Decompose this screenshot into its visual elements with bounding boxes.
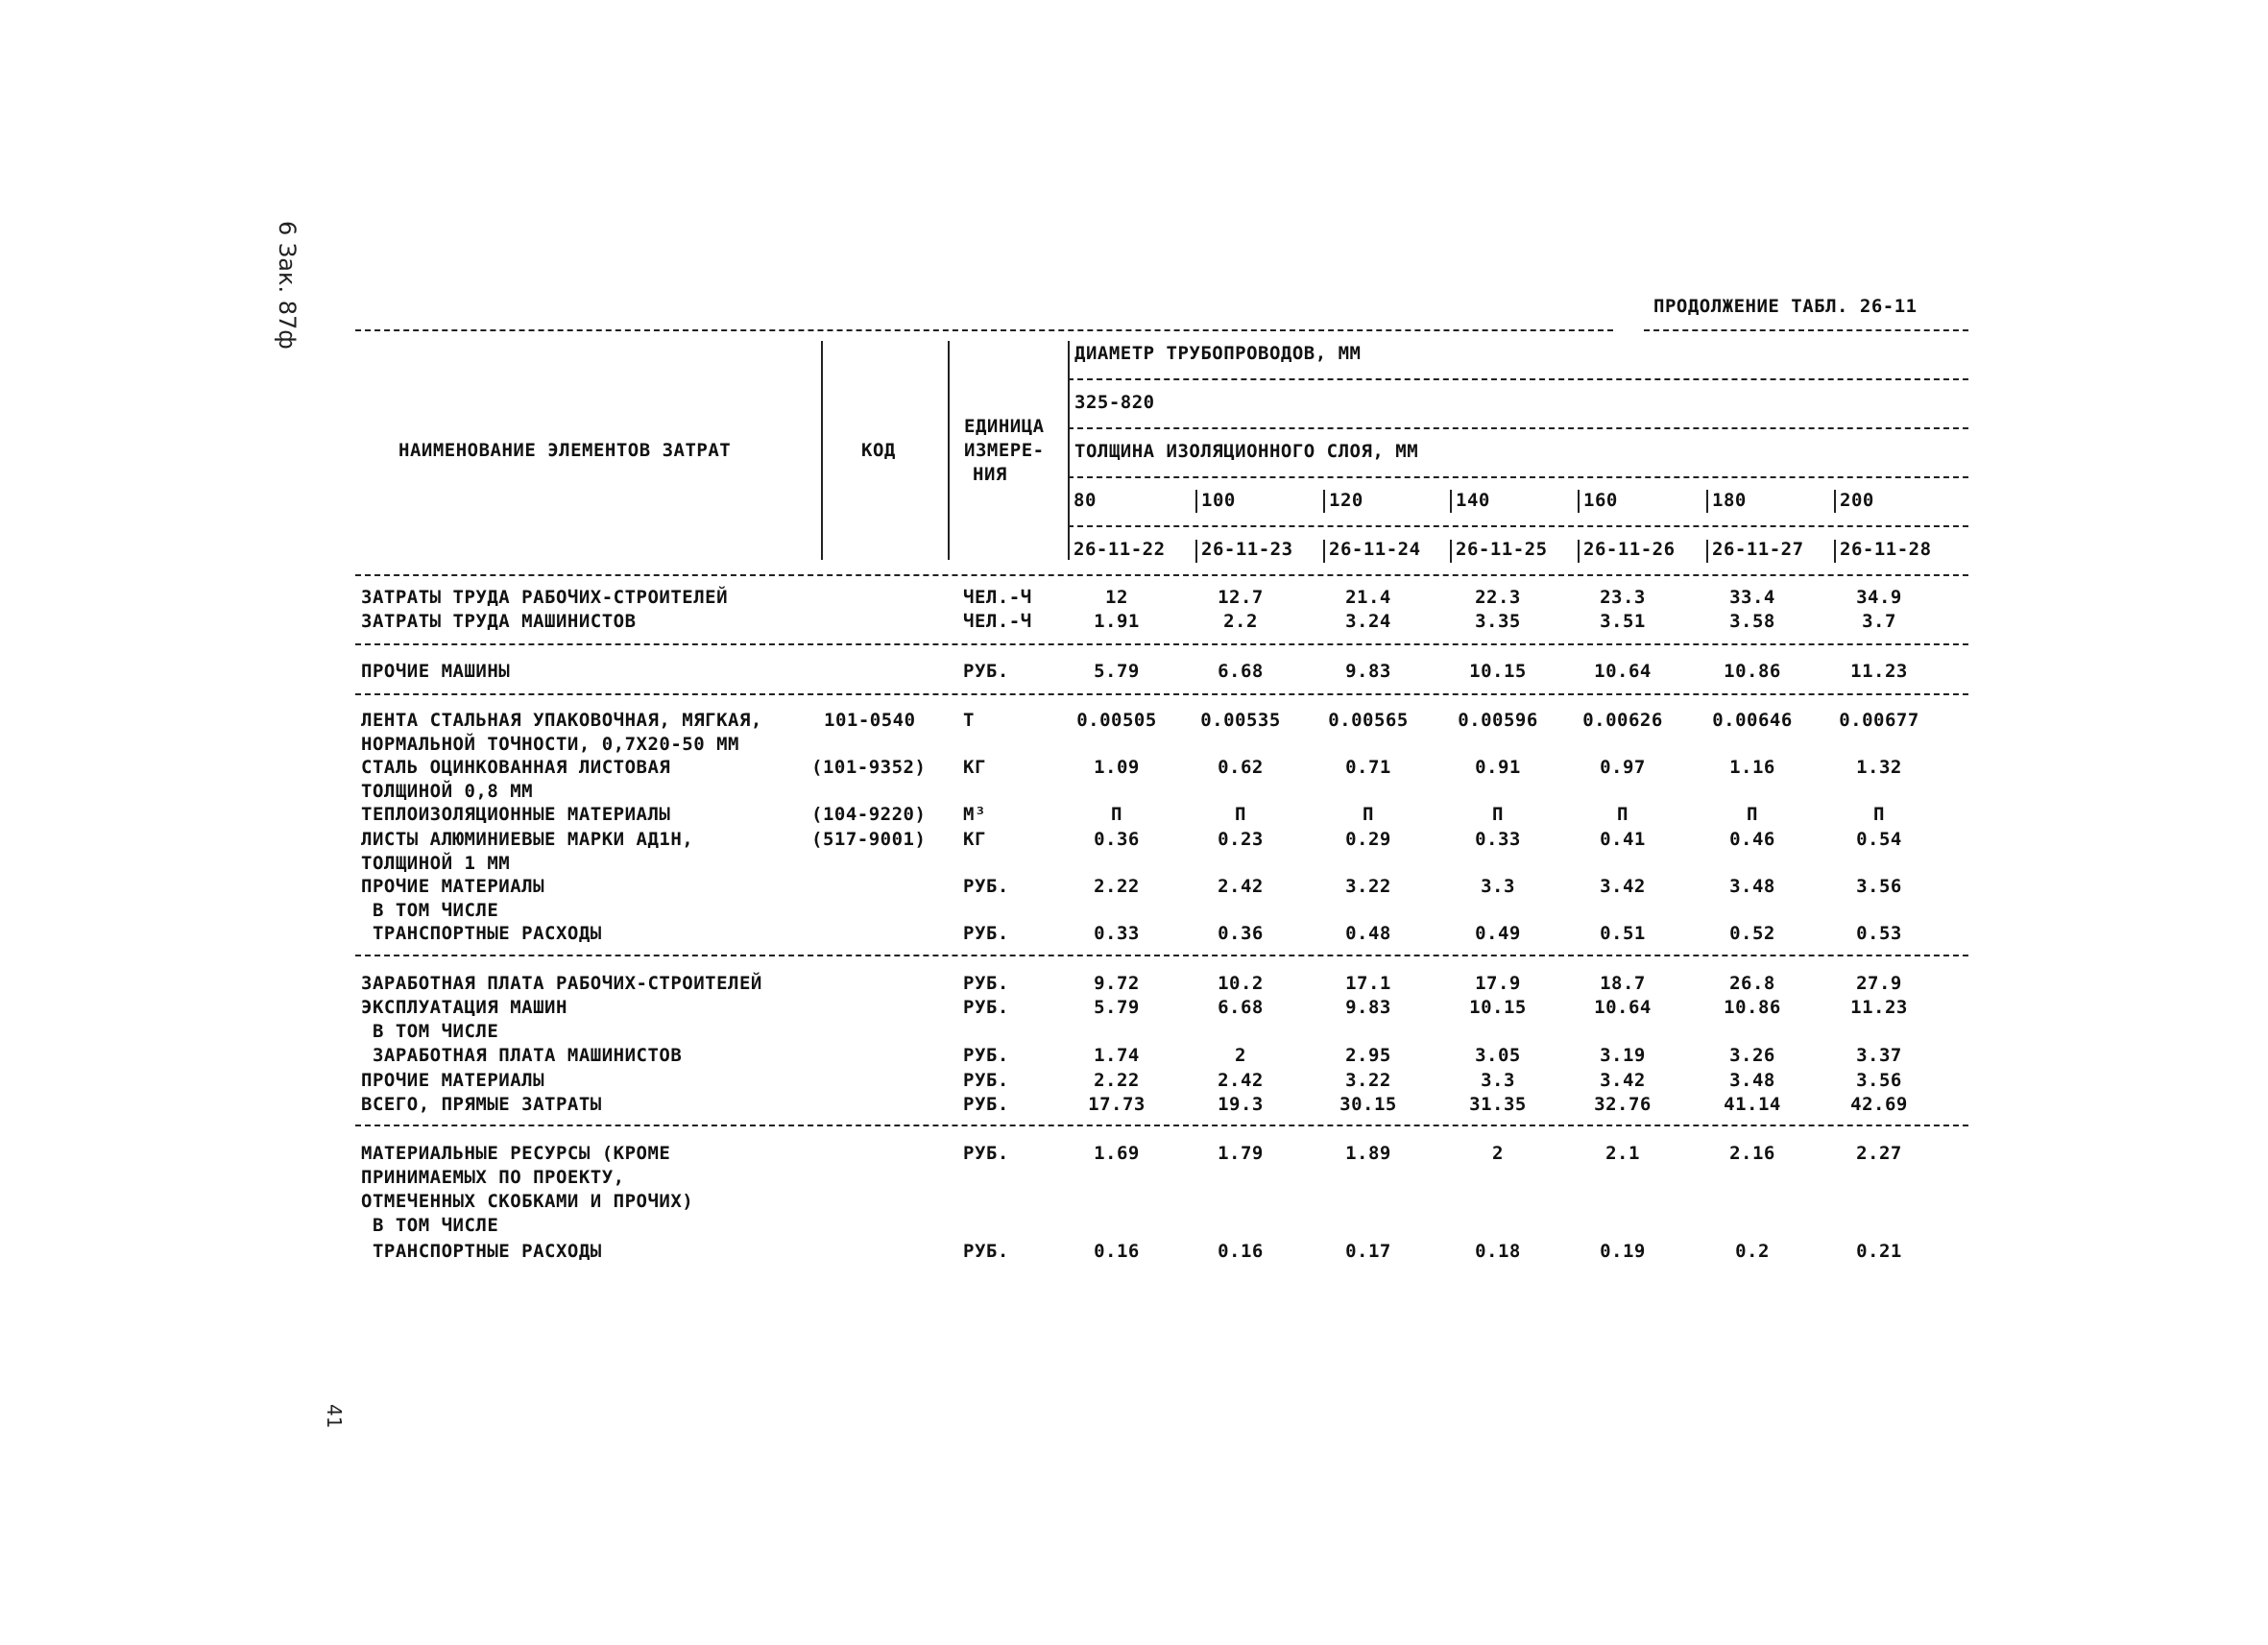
row-value: 3.58 [1729, 611, 1775, 632]
row-value: 2.2 [1223, 611, 1258, 632]
row-value: 3.26 [1729, 1045, 1775, 1066]
row-value: 0.16 [1218, 1241, 1264, 1262]
header-bottom-rule [355, 574, 1968, 576]
row-value: 0.49 [1475, 923, 1521, 944]
header-separator [821, 341, 823, 560]
margin-note: 6 Зак. 87ф [274, 221, 301, 350]
row-value: 3.48 [1729, 876, 1775, 897]
header-thickness-value: 100 [1201, 490, 1236, 511]
header-separator [1195, 490, 1197, 513]
header-code-number: 26-11-26 [1583, 539, 1676, 560]
row-value: 17.9 [1475, 973, 1521, 994]
row-value: 1.79 [1218, 1143, 1264, 1164]
row-value: 10.86 [1724, 997, 1781, 1018]
row-label: ТЕПЛОИЗОЛЯЦИОННЫЕ МАТЕРИАЛЫ [361, 804, 671, 825]
row-value: 5.79 [1094, 661, 1140, 682]
row-code: (101-9352) [811, 757, 927, 778]
row-value: 17.73 [1088, 1094, 1146, 1115]
row-value: 3.56 [1856, 1070, 1902, 1091]
row-label: ЗАТРАТЫ ТРУДА РАБОЧИХ-СТРОИТЕЛЕЙ [361, 587, 729, 608]
row-code: (104-9220) [811, 804, 927, 825]
row-label: ТРАНСПОРТНЫЕ РАСХОДЫ [361, 923, 602, 944]
row-label: ЗАРАБОТНАЯ ПЛАТА МАШИНИСТОВ [361, 1045, 683, 1066]
row-value: 5.79 [1094, 997, 1140, 1018]
row-label: ПРОЧИЕ МАТЕРИАЛЫ [361, 876, 545, 897]
row-unit: Т [963, 710, 975, 731]
row-value: 11.23 [1850, 661, 1908, 682]
row-value: 19.3 [1218, 1094, 1264, 1115]
row-unit: РУБ. [963, 1094, 1009, 1115]
row-value: 1.69 [1094, 1143, 1140, 1164]
row-value: 0.36 [1218, 923, 1264, 944]
header-rule [1068, 525, 1968, 527]
row-value: 2.16 [1729, 1143, 1775, 1164]
header-diameter: ДИАМЕТР ТРУБОПРОВОДОВ, ММ [1074, 343, 1362, 364]
row-value: 32.76 [1594, 1094, 1652, 1115]
row-label: ЭКСПЛУАТАЦИЯ МАШИН [361, 997, 567, 1018]
header-separator [1195, 540, 1197, 563]
row-unit: РУБ. [963, 876, 1009, 897]
row-value: П [1111, 804, 1122, 825]
row-value: 23.3 [1600, 587, 1646, 608]
row-unit: РУБ. [963, 661, 1009, 682]
row-label: В ТОМ ЧИСЛЕ [361, 1215, 499, 1236]
row-label: ЛИСТЫ АЛЮМИНИЕВЫЕ МАРКИ АД1Н, [361, 829, 694, 850]
row-value: 2 [1235, 1045, 1246, 1066]
row-value: 21.4 [1345, 587, 1391, 608]
row-label: МАТЕРИАЛЬНЫЕ РЕСУРСЫ (КРОМЕ [361, 1143, 671, 1164]
header-unit-col: ЕДИНИЦА [964, 416, 1045, 437]
row-value: 3.22 [1345, 876, 1391, 897]
row-value: 0.41 [1600, 829, 1646, 850]
row-value: 0.00596 [1458, 710, 1538, 731]
row-code: (517-9001) [811, 829, 927, 850]
row-value: 2.27 [1856, 1143, 1902, 1164]
row-unit: КГ [963, 829, 986, 850]
row-value: 0.71 [1345, 757, 1391, 778]
row-value: 3.3 [1481, 876, 1515, 897]
row-label: ПРОЧИЕ МАШИНЫ [361, 661, 511, 682]
row-value: 0.00565 [1328, 710, 1409, 731]
row-value: 2.22 [1094, 1070, 1140, 1091]
row-value: 10.64 [1594, 661, 1652, 682]
row-value: 0.33 [1094, 923, 1140, 944]
header-thickness-value: 200 [1840, 490, 1874, 511]
header-top-rule-right [1644, 329, 1968, 331]
row-unit: М³ [963, 804, 986, 825]
row-label: ТОЛЩИНОЙ 0,8 ММ [361, 781, 534, 802]
header-rule [1068, 476, 1968, 478]
row-value: 6.68 [1218, 997, 1264, 1018]
header-separator [1706, 490, 1708, 513]
row-value: 0.19 [1600, 1241, 1646, 1262]
row-label: ТРАНСПОРТНЫЕ РАСХОДЫ [361, 1241, 602, 1262]
header-thickness: ТОЛЩИНА ИЗОЛЯЦИОННОГО СЛОЯ, ММ [1074, 441, 1419, 462]
row-value: 0.46 [1729, 829, 1775, 850]
header-rule [1068, 427, 1968, 429]
row-value: 10.2 [1218, 973, 1264, 994]
header-unit-col: ИЗМЕРЕ- [964, 440, 1045, 461]
row-value: 3.19 [1600, 1045, 1646, 1066]
row-value: 3.42 [1600, 1070, 1646, 1091]
row-value: 30.15 [1339, 1094, 1397, 1115]
row-label: В ТОМ ЧИСЛЕ [361, 1021, 499, 1042]
row-value: 3.24 [1345, 611, 1391, 632]
row-label: ЛЕНТА СТАЛЬНАЯ УПАКОВОЧНАЯ, МЯГКАЯ, [361, 710, 762, 731]
row-value: 10.15 [1469, 661, 1527, 682]
page-number: 41 [323, 1404, 346, 1429]
row-value: 0.33 [1475, 829, 1521, 850]
row-value: 0.51 [1600, 923, 1646, 944]
row-value: 10.15 [1469, 997, 1527, 1018]
row-value: 2 [1492, 1143, 1504, 1164]
row-label: НОРМАЛЬНОЙ ТОЧНОСТИ, 0,7Х20-50 ММ [361, 734, 739, 755]
row-value: 3.35 [1475, 611, 1521, 632]
row-value: 41.14 [1724, 1094, 1781, 1115]
row-value: 0.16 [1094, 1241, 1140, 1262]
row-value: 0.91 [1475, 757, 1521, 778]
row-value: 17.1 [1345, 973, 1391, 994]
row-label: СТАЛЬ ОЦИНКОВАННАЯ ЛИСТОВАЯ [361, 757, 671, 778]
row-value: 0.52 [1729, 923, 1775, 944]
row-value: 0.54 [1856, 829, 1902, 850]
header-separator [1706, 540, 1708, 563]
row-value: 3.56 [1856, 876, 1902, 897]
header-code-number: 26-11-25 [1456, 539, 1548, 560]
header-top-rule [355, 329, 1613, 331]
row-value: П [1747, 804, 1758, 825]
row-label: ОТМЕЧЕННЫХ СКОБКАМИ И ПРОЧИХ) [361, 1191, 694, 1212]
row-unit: ЧЕЛ.-Ч [963, 587, 1032, 608]
row-value: 1.32 [1856, 757, 1902, 778]
row-value: 0.00677 [1839, 710, 1919, 731]
row-value: 0.62 [1218, 757, 1264, 778]
row-value: 3.7 [1862, 611, 1896, 632]
row-value: 2.22 [1094, 876, 1140, 897]
group-rule [355, 643, 1968, 645]
group-rule [355, 693, 1968, 695]
row-label: ВСЕГО, ПРЯМЫЕ ЗАТРАТЫ [361, 1094, 602, 1115]
row-value: 0.18 [1475, 1241, 1521, 1262]
header-code-number: 26-11-27 [1712, 539, 1804, 560]
row-value: П [1873, 804, 1885, 825]
row-label: В ТОМ ЧИСЛЕ [361, 900, 499, 921]
header-separator [1578, 540, 1580, 563]
row-value: 1.89 [1345, 1143, 1391, 1164]
row-value: 27.9 [1856, 973, 1902, 994]
header-rule [1068, 378, 1968, 380]
row-unit: ЧЕЛ.-Ч [963, 611, 1032, 632]
row-value: 10.86 [1724, 661, 1781, 682]
row-value: 11.23 [1850, 997, 1908, 1018]
row-value: П [1235, 804, 1246, 825]
row-value: 0.36 [1094, 829, 1140, 850]
row-value: 1.91 [1094, 611, 1140, 632]
header-thickness-value: 160 [1583, 490, 1618, 511]
row-value: 2.42 [1218, 876, 1264, 897]
row-unit: РУБ. [963, 1143, 1009, 1164]
row-unit: РУБ. [963, 1045, 1009, 1066]
header-code-number: 26-11-24 [1329, 539, 1421, 560]
header-thickness-value: 180 [1712, 490, 1747, 511]
row-value: 33.4 [1729, 587, 1775, 608]
row-value: 0.00626 [1582, 710, 1663, 731]
row-unit: РУБ. [963, 923, 1009, 944]
header-name-col: НАИМЕНОВАНИЕ ЭЛЕМЕНТОВ ЗАТРАТ [398, 440, 732, 461]
header-separator [1068, 341, 1070, 560]
header-separator [1834, 540, 1836, 563]
row-value: 9.83 [1345, 661, 1391, 682]
row-value: 2.1 [1605, 1143, 1640, 1164]
row-value: П [1617, 804, 1629, 825]
header-code-col: КОД [861, 440, 896, 461]
header-code-number: 26-11-22 [1074, 539, 1166, 560]
row-value: 3.48 [1729, 1070, 1775, 1091]
row-label: ПРОЧИЕ МАТЕРИАЛЫ [361, 1070, 545, 1091]
row-value: 0.2 [1735, 1241, 1770, 1262]
row-label: ЗАТРАТЫ ТРУДА МАШИНИСТОВ [361, 611, 637, 632]
row-value: П [1492, 804, 1504, 825]
row-value: 3.51 [1600, 611, 1646, 632]
header-thickness-value: 120 [1329, 490, 1363, 511]
row-value: 12.7 [1218, 587, 1264, 608]
header-separator [1450, 540, 1452, 563]
row-value: 6.68 [1218, 661, 1264, 682]
header-range: 325-820 [1074, 392, 1155, 413]
row-value: 3.3 [1481, 1070, 1515, 1091]
row-value: 0.00535 [1200, 710, 1281, 731]
table-caption: ПРОДОЛЖЕНИЕ ТАБЛ. 26-11 [1653, 296, 1918, 317]
row-value: 0.17 [1345, 1241, 1391, 1262]
row-value: 18.7 [1600, 973, 1646, 994]
group-rule [355, 1125, 1968, 1126]
row-unit: РУБ. [963, 1070, 1009, 1091]
row-value: 9.72 [1094, 973, 1140, 994]
row-value: П [1363, 804, 1374, 825]
header-code-number: 26-11-23 [1201, 539, 1293, 560]
header-separator [1323, 490, 1325, 513]
row-code: 101-0540 [824, 710, 916, 731]
row-unit: КГ [963, 757, 986, 778]
row-value: 26.8 [1729, 973, 1775, 994]
row-value: 42.69 [1850, 1094, 1908, 1115]
header-thickness-value: 140 [1456, 490, 1490, 511]
row-value: 0.53 [1856, 923, 1902, 944]
row-value: 9.83 [1345, 997, 1391, 1018]
row-value: 0.97 [1600, 757, 1646, 778]
header-separator [1450, 490, 1452, 513]
row-unit: РУБ. [963, 973, 1009, 994]
row-label: ЗАРАБОТНАЯ ПЛАТА РАБОЧИХ-СТРОИТЕЛЕЙ [361, 973, 762, 994]
row-unit: РУБ. [963, 997, 1009, 1018]
header-code-number: 26-11-28 [1840, 539, 1932, 560]
row-value: 0.23 [1218, 829, 1264, 850]
header-separator [1578, 490, 1580, 513]
row-value: 0.21 [1856, 1241, 1902, 1262]
row-value: 1.16 [1729, 757, 1775, 778]
row-label: ТОЛЩИНОЙ 1 ММ [361, 853, 511, 874]
row-value: 0.29 [1345, 829, 1391, 850]
group-rule [355, 955, 1968, 956]
row-value: 0.48 [1345, 923, 1391, 944]
header-separator [948, 341, 950, 560]
row-value: 0.00646 [1712, 710, 1793, 731]
row-value: 10.64 [1594, 997, 1652, 1018]
row-label: ПРИНИМАЕМЫХ ПО ПРОЕКТУ, [361, 1167, 625, 1188]
header-separator [1323, 540, 1325, 563]
row-value: 3.22 [1345, 1070, 1391, 1091]
row-value: 31.35 [1469, 1094, 1527, 1115]
header-separator [1834, 490, 1836, 513]
row-value: 2.95 [1345, 1045, 1391, 1066]
row-value: 3.42 [1600, 876, 1646, 897]
row-value: 1.09 [1094, 757, 1140, 778]
row-value: 3.05 [1475, 1045, 1521, 1066]
header-unit-col: НИЯ [973, 464, 1007, 485]
header-thickness-value: 80 [1074, 490, 1097, 511]
row-value: 2.42 [1218, 1070, 1264, 1091]
row-value: 3.37 [1856, 1045, 1902, 1066]
row-value: 12 [1105, 587, 1128, 608]
row-value: 1.74 [1094, 1045, 1140, 1066]
row-value: 22.3 [1475, 587, 1521, 608]
row-value: 0.00505 [1076, 710, 1157, 731]
row-value: 34.9 [1856, 587, 1902, 608]
row-unit: РУБ. [963, 1241, 1009, 1262]
